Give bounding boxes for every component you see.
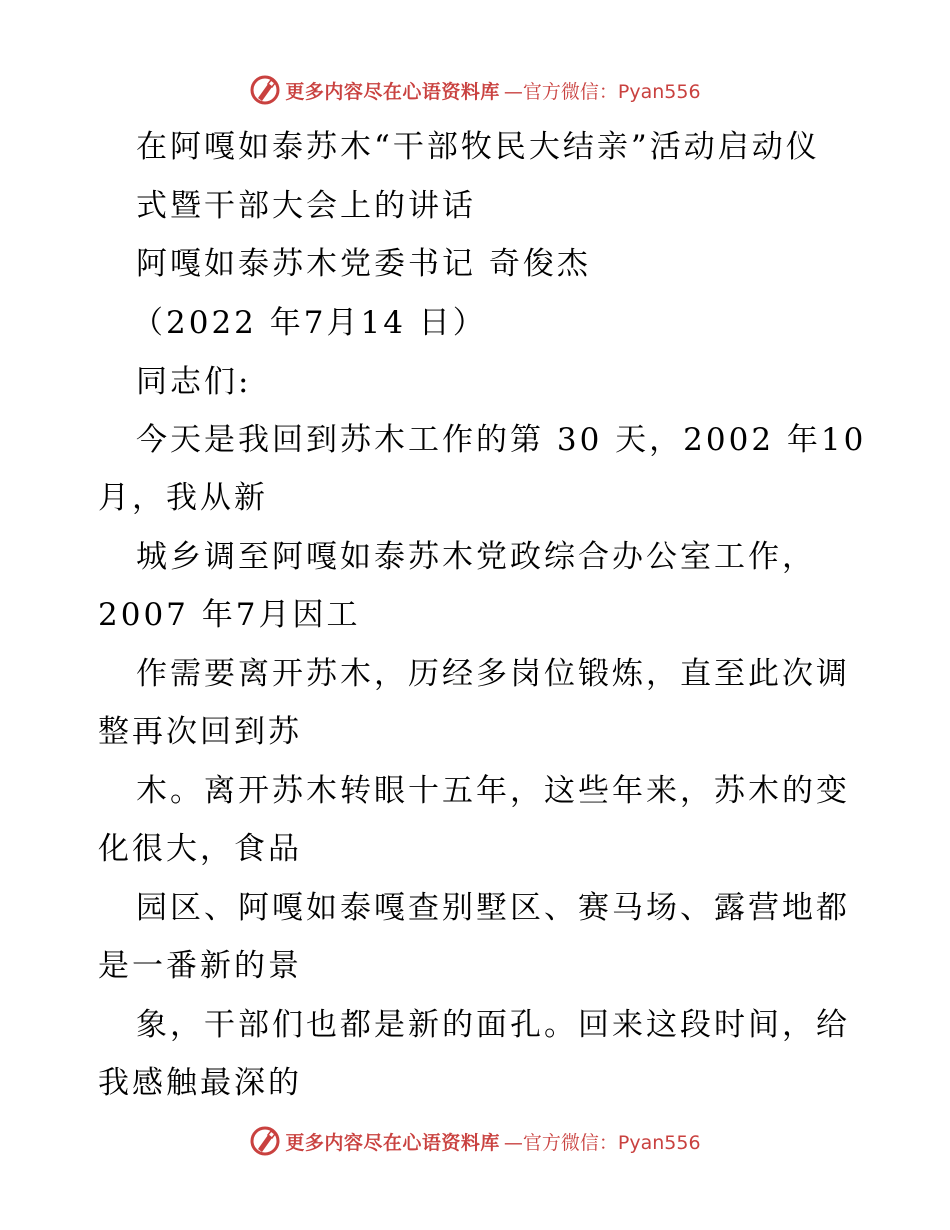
body-line: 木。离开苏木转眼十五年，这些年来，苏木的变 [136,773,850,809]
body-line: 2007 年7月因工 [98,597,361,633]
watermark-content [249,1125,700,1157]
document-title-line-2: 式暨干部大会上的讲话 [136,188,476,224]
watermark-banner-bottom [0,1121,950,1161]
body-line: 化很大，食品 [98,831,302,867]
body-line: 城乡调至阿嘎如泰苏木党政综合办公室工作， [136,539,816,575]
document-title-line-1: 在阿嘎如泰苏木“干部牧民大结亲”活动启动仪 [136,129,820,165]
body-line: 园区、阿嘎如泰嘎查别墅区、赛马场、露营地都 [136,890,850,926]
body-line: 整再次回到苏 [98,714,302,750]
document-date: （2022 年7月14 日） [132,305,487,341]
watermark-suffix-text: —官方微信：Pyan556 [503,1131,701,1154]
pen-circle-logo-icon [249,1125,281,1157]
watermark-suffix-text: —官方微信：Pyan556 [503,80,701,103]
document-author: 阿嘎如泰苏木党委书记 奇俊杰 [136,246,591,282]
document-salutation: 同志们: [136,364,252,400]
body-line: 作需要离开苏木，历经多岗位锻炼，直至此次调 [136,656,850,692]
body-line: 是一番新的景 [98,948,302,984]
watermark-main-text: 更多内容尽在心语资料库 [285,1131,500,1154]
body-line: 月，我从新 [98,480,268,516]
body-line: 今天是我回到苏木工作的第 30 天，2002 年10 [136,422,867,458]
watermark-main-text: 更多内容尽在心语资料库 [285,80,500,103]
body-line: 象，干部们也都是新的面孔。回来这段时间，给 [136,1007,850,1043]
body-line: 我感触最深的 [98,1065,302,1101]
